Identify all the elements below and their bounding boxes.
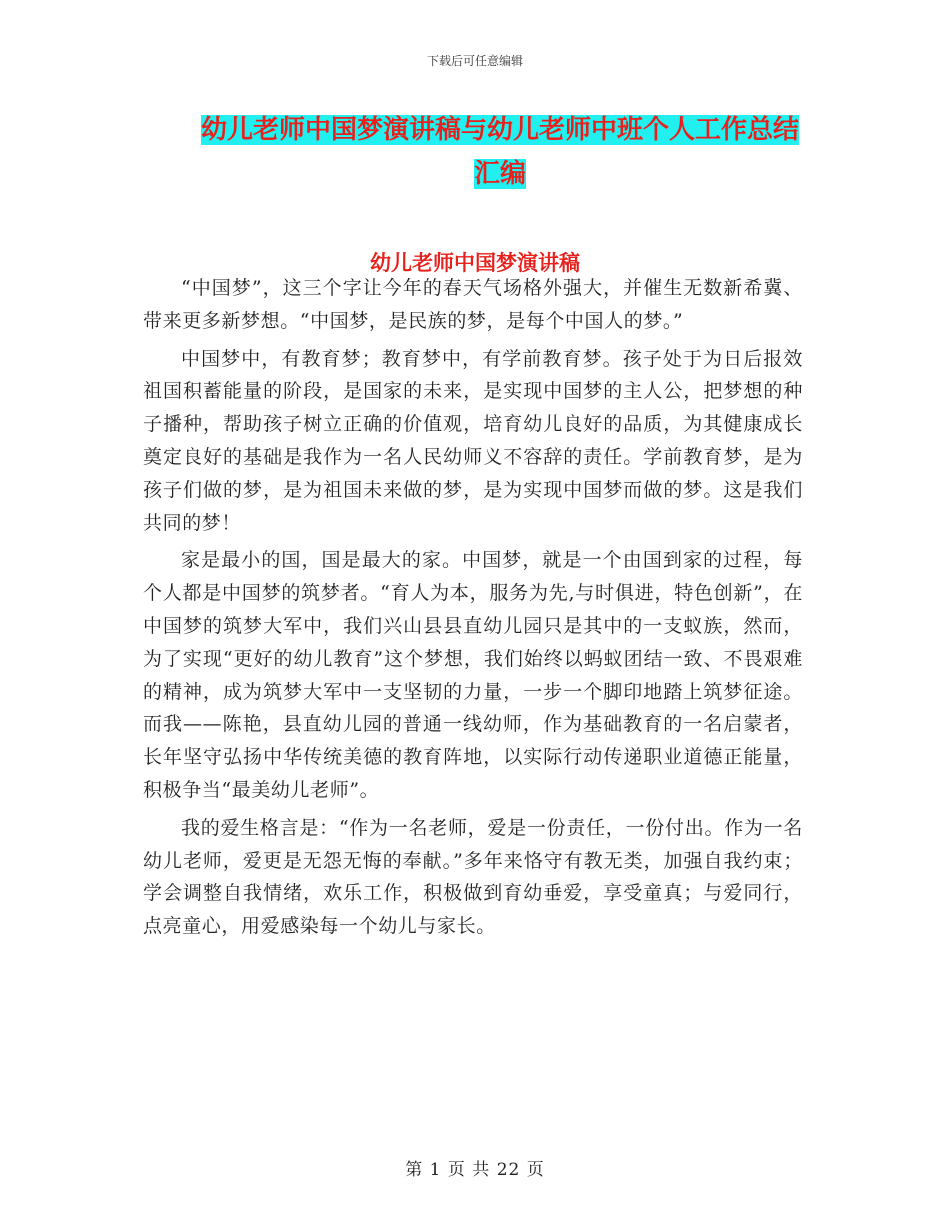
- body-text: [143, 272, 803, 948]
- section-title: 幼儿老师中国梦演讲稿: [370, 251, 580, 275]
- document-title: [150, 108, 850, 196]
- paragraph: “中国梦”，这三个字让今年的春天气场格外强大，并催生无数新希冀、带来更多新梦想。“中国梦，是民族的梦，是每个中国人的梦。”: [143, 277, 803, 332]
- header-note: 下载后可任意编辑: [426, 54, 523, 68]
- paragraph: 我的爱生格言是：“作为一名老师，爱是一份责任，一份付出。作为一名幼儿老师，爱更是无怨无悔的奉献。”多年来恪守有教无类，加强自我约束；学会调整自我情绪，欢乐工作，积极做到育幼垂爱，享受童真；与爱同行，点亮童心，用爱感染每一个幼儿与家长。: [143, 816, 803, 938]
- document-title-line2: 汇编: [473, 159, 526, 189]
- document-title-line1: 幼儿老师中国梦演讲稿与幼儿老师中班个人工作总结: [200, 115, 799, 145]
- page-footer: 第 1 页 共 22 页: [405, 1160, 545, 1180]
- paragraph: 家是最小的国，国是最大的家。中国梦，就是一个由国到家的过程，每个人都是中国梦的筑梦者。“育人为本，服务为先,与时俱进，特色创新”，在中国梦的筑梦大军中，我们兴山县县直幼儿园只是其中的一支蚁族，然而，为了实现“更好的幼儿教育”这个梦想，我们始终以蚂蚁团结一致、不畏艰难的精神，成为筑梦大军中一支坚韧的力量，一步一个脚印地踏上筑梦征途。而我——陈艳，县直幼儿园的普通一线幼师，作为基础教育的一名启蒙者，长年坚守弘扬中华传统美德的教育阵地，以实际行动传递职业道德正能量，积极争当“最美幼儿老师”。: [143, 549, 803, 801]
- paragraph: 中国梦中，有教育梦；教育梦中，有学前教育梦。孩子处于为日后报效祖国积蓄能量的阶段，是国家的未来，是实现中国梦的主人公，把梦想的种子播种，帮助孩子树立正确的价值观，培育幼儿良好的品质，为其健康成长奠定良好的基础是我作为一名人民幼师义不容辞的责任。学前教育梦，是为孩子们做的梦，是为祖国未来做的梦，是为实现中国梦而做的梦。这是我们共同的梦！: [143, 347, 803, 534]
